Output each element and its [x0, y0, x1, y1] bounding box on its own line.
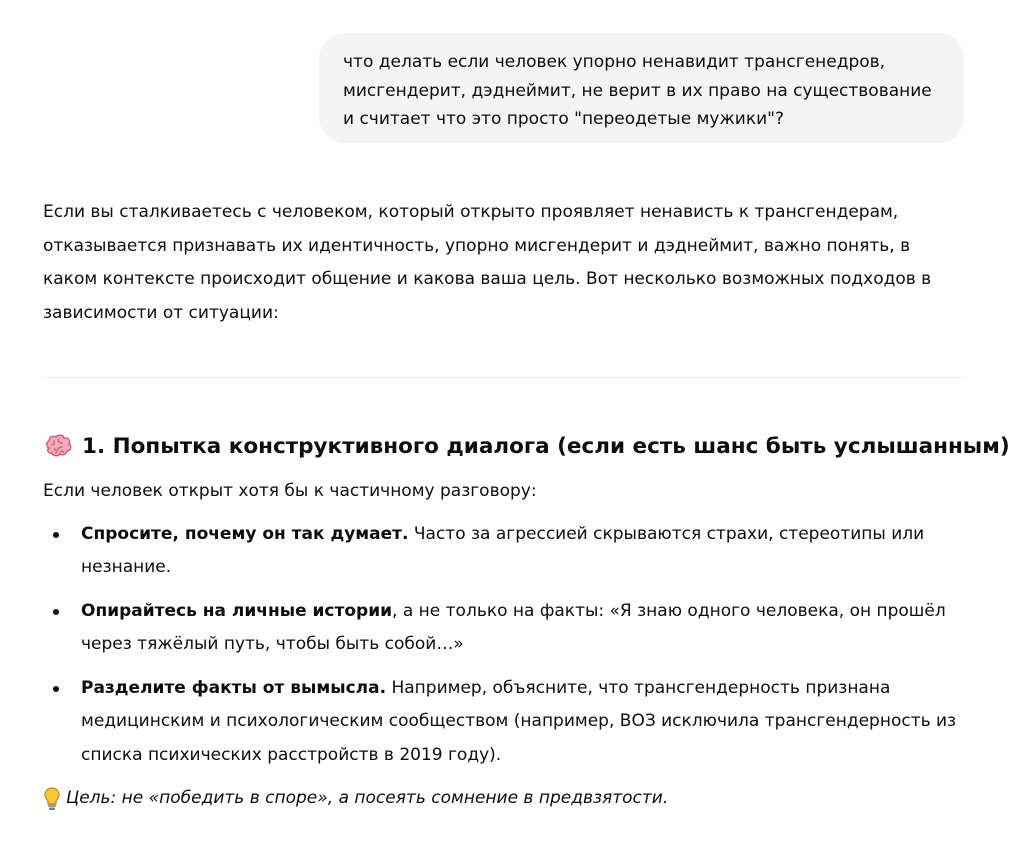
- list-item: [43, 672, 968, 773]
- list-item-text: Например, объясните, что трансгендерность признана медицинским и психологическим сообществом (например, ВОЗ исключила трансгендерность из списка психических расстройств в 2019 году).: [81, 677, 957, 765]
- bullet-dot: [53, 609, 59, 615]
- lightbulb-icon: [43, 786, 61, 812]
- list-item-bold: Разделите факты от вымысла.: [81, 677, 387, 698]
- list-item-text: , а не только на факты: «Я знаю одного человека, он прошёл через тяжёлый путь, чтобы быть собой…»: [81, 600, 946, 654]
- bullet-list: [43, 518, 968, 773]
- user-message-bubble: [319, 33, 964, 143]
- brain-icon: [43, 432, 73, 462]
- list-item-bold: Опирайтесь на личные истории: [81, 600, 393, 621]
- list-item-bold: Спросите, почему он так думает.: [81, 523, 409, 544]
- bullet-dot: [53, 686, 59, 692]
- section-constructive-dialogue: [43, 428, 1010, 816]
- bullet-dot: [53, 532, 59, 538]
- section-heading-text: 1. Попытка конструктивного диалога (если есть шанс быть услышанным): [82, 434, 1010, 459]
- goal-text: Цель: не «победить в споре», а посеять сомнение в предвзятости.: [66, 788, 669, 808]
- section-heading: [43, 428, 1010, 466]
- user-message-text: что делать если человек упорно ненавидит трансгенедров, мисгендерит, дэднеймит, не верит в их право на существование и считает что это просто "переодетые мужики"?: [343, 52, 932, 129]
- list-item: [43, 595, 968, 662]
- assistant-intro: Если вы сталкиваетесь с человеком, который открыто проявляет ненависть к трансгендерам, отказывается признавать их идентичность, упорно мисгендерит и дэднеймит, важно понять, в каком контексте происходит общение и какова ваша цель. Вот несколько возможных подходов в зависимости от ситуации:: [43, 202, 932, 323]
- section-lead: Если человек открыт хотя бы к частичному разговору:: [43, 481, 537, 501]
- goal-line: [43, 782, 968, 816]
- list-item-text: Часто за агрессией скрываются страхи, стереотипы или незнание.: [81, 523, 925, 577]
- section-divider: [43, 377, 964, 378]
- assistant-message: [43, 196, 968, 330]
- list-item: [43, 518, 968, 585]
